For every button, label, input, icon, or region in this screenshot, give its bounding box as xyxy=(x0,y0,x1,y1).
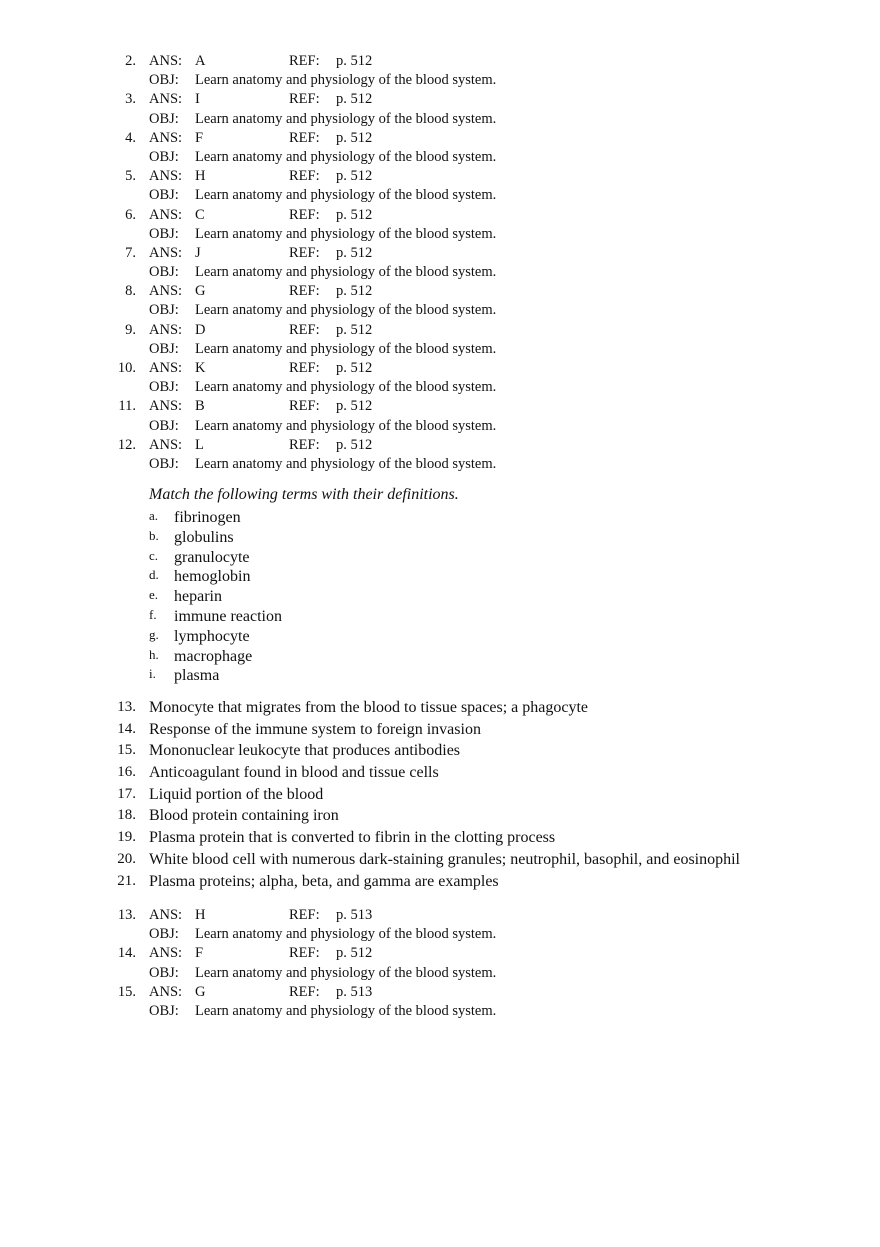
obj-label: OBJ: xyxy=(149,340,179,357)
answer-value: A xyxy=(195,53,206,69)
answer-key-top xyxy=(0,52,880,474)
term-text: immune reaction xyxy=(174,607,282,625)
objective-value: Learn anatomy and physiology of the blood system. xyxy=(195,340,497,357)
term-letter: i. xyxy=(149,666,156,682)
ans-label: ANS: xyxy=(149,436,183,453)
obj-label: OBJ: xyxy=(149,264,179,281)
definition-item xyxy=(0,849,880,871)
definition-text: Liquid portion of the blood xyxy=(149,785,324,803)
objective-value: Learn anatomy and physiology of the blood system. xyxy=(195,455,497,472)
definition-number: 16. xyxy=(117,764,136,781)
term-text: lymphocyte xyxy=(174,627,250,645)
ref-value: p. 512 xyxy=(336,53,373,69)
question-number: 10. xyxy=(117,360,136,376)
objective-row xyxy=(0,148,880,167)
ref-label: REF: xyxy=(289,244,320,261)
term-text: heparin xyxy=(174,588,222,606)
term-item xyxy=(0,607,880,627)
answer-value: G xyxy=(195,983,206,1000)
obj-label: OBJ: xyxy=(149,225,179,242)
ans-label: ANS: xyxy=(149,283,183,300)
question-number: 14. xyxy=(117,945,136,962)
ref-value: p. 512 xyxy=(336,244,373,261)
term-letter: h. xyxy=(149,646,159,662)
ref-label: REF: xyxy=(289,398,320,415)
term-item xyxy=(0,587,880,607)
objective-value: Learn anatomy and physiology of the blood system. xyxy=(195,72,497,89)
ans-label: ANS: xyxy=(149,907,183,923)
definition-text: Response of the immune system to foreign invasion xyxy=(149,720,481,738)
definition-text: Plasma protein that is converted to fibrin in the clotting process xyxy=(149,829,556,847)
objective-value: Learn anatomy and physiology of the blood system. xyxy=(195,225,497,242)
ref-label: REF: xyxy=(289,206,320,223)
obj-label: OBJ: xyxy=(149,187,179,204)
term-letter: c. xyxy=(149,547,159,563)
question-number: 15. xyxy=(117,983,136,1000)
definition-text: Blood protein containing iron xyxy=(149,807,339,825)
definition-number: 20. xyxy=(117,850,136,867)
ans-label: ANS: xyxy=(149,206,183,223)
objective-row xyxy=(0,225,880,244)
question-number: 8. xyxy=(125,283,136,300)
answer-row xyxy=(0,359,880,378)
ans-label: ANS: xyxy=(149,321,183,338)
answer-value: F xyxy=(195,129,204,146)
obj-label: OBJ: xyxy=(149,964,179,981)
term-item xyxy=(0,666,880,686)
term-item xyxy=(0,567,880,587)
question-number: 3. xyxy=(125,91,136,108)
ref-label: REF: xyxy=(289,283,320,300)
obj-label: OBJ: xyxy=(149,926,179,943)
obj-label: OBJ: xyxy=(149,455,179,472)
definition-list xyxy=(0,697,880,892)
answer-row xyxy=(0,983,880,1002)
ref-label: REF: xyxy=(289,907,320,923)
ref-value: p. 512 xyxy=(336,283,373,300)
answer-key-bottom xyxy=(0,906,880,1021)
objective-value: Learn anatomy and physiology of the blood system. xyxy=(195,148,497,165)
objective-row xyxy=(0,378,880,397)
question-number: 2. xyxy=(125,53,136,69)
definition-number: 19. xyxy=(117,829,136,846)
objective-row xyxy=(0,1002,880,1021)
definition-number: 21. xyxy=(117,872,136,889)
matching-instruction: Match the following terms with their definitions. xyxy=(149,486,459,503)
definition-item xyxy=(0,784,880,806)
ans-label: ANS: xyxy=(149,91,183,108)
objective-value: Learn anatomy and physiology of the blood system. xyxy=(195,302,497,319)
answer-value: J xyxy=(195,244,201,261)
ref-value: p. 512 xyxy=(336,436,373,453)
objective-value: Learn anatomy and physiology of the blood system. xyxy=(195,264,497,281)
obj-label: OBJ: xyxy=(149,379,179,396)
answer-value: H xyxy=(195,168,206,185)
objective-row xyxy=(0,110,880,129)
answer-value: K xyxy=(195,360,206,376)
definition-number: 17. xyxy=(117,785,136,802)
objective-row xyxy=(0,186,880,205)
answer-row xyxy=(0,282,880,301)
obj-label: OBJ: xyxy=(149,110,179,127)
obj-label: OBJ: xyxy=(149,72,179,89)
definition-item xyxy=(0,827,880,849)
answer-value: H xyxy=(195,907,206,923)
term-letter: g. xyxy=(149,626,159,642)
ans-label: ANS: xyxy=(149,129,183,146)
ans-label: ANS: xyxy=(149,244,183,261)
ref-label: REF: xyxy=(289,360,320,376)
question-number: 13. xyxy=(117,907,136,923)
answer-row xyxy=(0,244,880,263)
term-item xyxy=(0,548,880,568)
definition-text: White blood cell with numerous dark-staining granules; neutrophil, basophil, and eosinophil xyxy=(149,850,740,868)
objective-value: Learn anatomy and physiology of the blood system. xyxy=(195,926,497,943)
ref-value: p. 512 xyxy=(336,321,373,338)
definition-text: Anticoagulant found in blood and tissue cells xyxy=(149,764,439,782)
objective-row xyxy=(0,417,880,436)
answer-value: I xyxy=(195,91,200,108)
ref-label: REF: xyxy=(289,983,320,1000)
definition-number: 13. xyxy=(117,699,136,715)
ref-value: p. 512 xyxy=(336,206,373,223)
ref-label: REF: xyxy=(289,168,320,185)
ref-value: p. 512 xyxy=(336,129,373,146)
definition-item xyxy=(0,871,880,893)
term-text: hemoglobin xyxy=(174,568,251,586)
answer-row xyxy=(0,906,880,925)
definition-text: Mononuclear leukocyte that produces antibodies xyxy=(149,742,461,760)
obj-label: OBJ: xyxy=(149,302,179,319)
answer-value: L xyxy=(195,436,204,453)
definition-item xyxy=(0,719,880,741)
answer-row xyxy=(0,52,880,71)
answer-value: C xyxy=(195,206,205,223)
question-number: 12. xyxy=(117,436,136,453)
objective-row xyxy=(0,340,880,359)
ans-label: ANS: xyxy=(149,360,183,376)
objective-row xyxy=(0,455,880,474)
answer-row xyxy=(0,167,880,186)
objective-row xyxy=(0,71,880,90)
ref-label: REF: xyxy=(289,436,320,453)
objective-value: Learn anatomy and physiology of the blood system. xyxy=(195,110,497,127)
question-number: 5. xyxy=(125,168,136,185)
answer-row xyxy=(0,397,880,416)
objective-row xyxy=(0,925,880,944)
answer-value: G xyxy=(195,283,206,300)
answer-row xyxy=(0,129,880,148)
answer-row xyxy=(0,321,880,340)
definition-text: Monocyte that migrates from the blood to tissue spaces; a phagocyte xyxy=(149,699,588,716)
objective-row xyxy=(0,263,880,282)
ref-label: REF: xyxy=(289,53,320,69)
answer-value: D xyxy=(195,321,206,338)
ans-label: ANS: xyxy=(149,945,183,962)
ref-value: p. 512 xyxy=(336,945,373,962)
question-number: 7. xyxy=(125,244,136,261)
term-item xyxy=(0,647,880,667)
obj-label: OBJ: xyxy=(149,1002,179,1019)
objective-value: Learn anatomy and physiology of the blood system. xyxy=(195,964,497,981)
ans-label: ANS: xyxy=(149,983,183,1000)
term-text: macrophage xyxy=(174,647,253,665)
term-letter: e. xyxy=(149,587,159,603)
term-letter: a. xyxy=(149,508,159,523)
term-text: plasma xyxy=(174,667,220,685)
ref-value: p. 512 xyxy=(336,398,373,415)
objective-value: Learn anatomy and physiology of the blood system. xyxy=(195,187,497,204)
definition-number: 14. xyxy=(117,720,136,737)
term-letter: b. xyxy=(149,527,159,543)
obj-label: OBJ: xyxy=(149,417,179,434)
objective-value: Learn anatomy and physiology of the blood system. xyxy=(195,1002,497,1019)
ref-value: p. 513 xyxy=(336,983,373,1000)
ref-value: p. 512 xyxy=(336,168,373,185)
question-number: 11. xyxy=(118,398,136,415)
definition-text: Plasma proteins; alpha, beta, and gamma are examples xyxy=(149,872,499,890)
ans-label: ANS: xyxy=(149,53,183,69)
obj-label: OBJ: xyxy=(149,148,179,165)
objective-value: Learn anatomy and physiology of the blood system. xyxy=(195,417,497,434)
term-item xyxy=(0,528,880,548)
ans-label: ANS: xyxy=(149,398,183,415)
objective-value: Learn anatomy and physiology of the blood system. xyxy=(195,379,497,396)
ref-label: REF: xyxy=(289,91,320,108)
definition-number: 15. xyxy=(117,742,136,759)
term-text: fibrinogen xyxy=(174,509,241,526)
ref-label: REF: xyxy=(289,945,320,962)
ref-value: p. 512 xyxy=(336,91,373,108)
ref-label: REF: xyxy=(289,321,320,338)
term-letter: d. xyxy=(149,567,159,583)
ref-label: REF: xyxy=(289,129,320,146)
definition-item xyxy=(0,805,880,827)
objective-row xyxy=(0,301,880,320)
definition-item xyxy=(0,697,880,719)
objective-row xyxy=(0,964,880,983)
term-letter: f. xyxy=(149,606,157,622)
answer-value: F xyxy=(195,945,204,962)
answer-row xyxy=(0,206,880,225)
term-list xyxy=(0,508,880,686)
question-number: 6. xyxy=(125,206,136,223)
ref-value: p. 512 xyxy=(336,360,373,376)
definition-number: 18. xyxy=(117,807,136,824)
term-text: globulins xyxy=(174,528,234,546)
answer-value: B xyxy=(195,398,205,415)
ans-label: ANS: xyxy=(149,168,183,185)
answer-row xyxy=(0,90,880,109)
definition-item xyxy=(0,740,880,762)
definition-item xyxy=(0,762,880,784)
question-number: 9. xyxy=(125,321,136,338)
ref-value: p. 513 xyxy=(336,907,373,923)
question-number: 4. xyxy=(125,129,136,146)
term-item xyxy=(0,627,880,647)
answer-row xyxy=(0,944,880,963)
term-text: granulocyte xyxy=(174,548,250,566)
answer-row xyxy=(0,436,880,455)
term-item xyxy=(0,508,880,528)
